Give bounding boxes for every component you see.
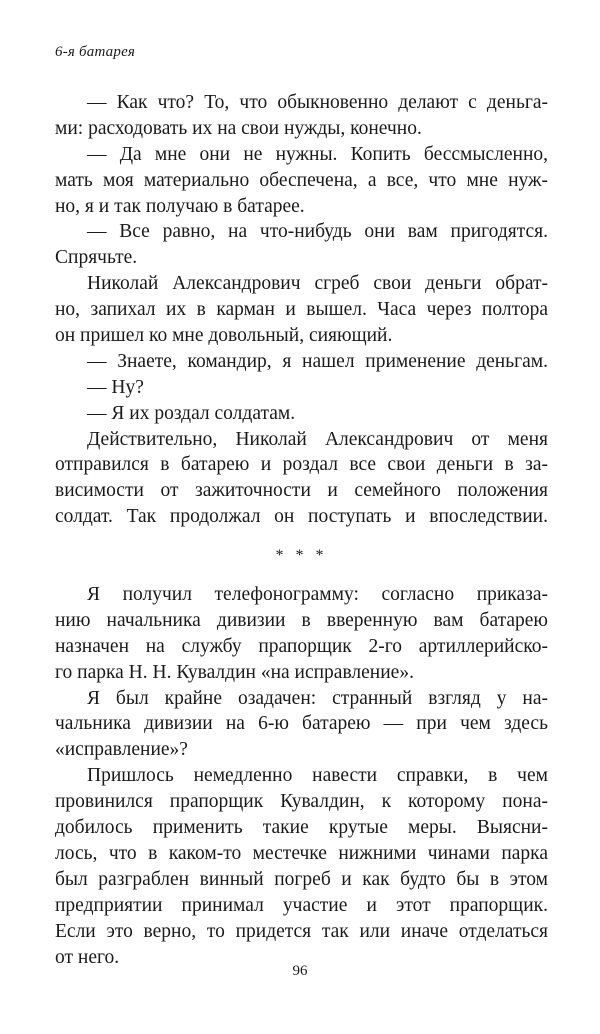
text-line: провинился прапорщик Кувалдин, к которому пона- <box>55 791 548 813</box>
text-line: отправился в батарею и роздал все свои деньги в за- <box>55 454 548 476</box>
text-line: но, запихал их в карман и вышел. Часа через полтора <box>55 299 548 321</box>
text-line: — Знаете, командир, я нашел применение деньгам. <box>87 350 548 372</box>
text-line: — Я их роздал солдатам. <box>87 402 296 424</box>
text-line: нию начальника дивизии в вверенную вам батарею <box>55 609 548 631</box>
text-line: Действительно, Николай Александрович от меня <box>87 428 548 450</box>
text-line: Николай Александрович сгреб свои деньги обрат- <box>87 273 548 295</box>
running-head: 6-я батарея <box>55 44 136 60</box>
text-line: висимости от зажиточности и семейного положения <box>55 480 548 502</box>
text-line: го парка Н. Н. Кувалдин «на исправление». <box>55 661 414 683</box>
text-line: Я получил телефонограмму: согласно приказа- <box>87 584 548 606</box>
page-body <box>55 90 548 970</box>
text-line: чальника дивизии на 6-ю батарею — при чем здесь <box>55 713 548 735</box>
text-line: от него. <box>55 946 120 968</box>
text-line: Спрячьте. <box>55 247 138 269</box>
text-line: мать моя материально обеспечена, а все, что мне нуж- <box>55 169 548 191</box>
text-line: — Ну? <box>87 376 144 398</box>
text-line: «исправление»? <box>55 739 188 761</box>
text-line: был разграблен винный погреб и как будто бы в этом <box>55 868 548 890</box>
text-line: — Да мне они не нужны. Копить бессмысленно, <box>87 143 548 165</box>
text-line: — Как что? То, что обыкновенно делают с деньга- <box>87 92 548 113</box>
text-line: лось, что в каком-то местечке нижними чинами парка <box>55 842 548 864</box>
text-line: солдат. Так продолжал он поступать и впоследствии. <box>55 506 548 528</box>
text-line: ми: расходовать их на свои нужды, конечно. <box>55 117 422 139</box>
text-line: назначен на службу прапорщик 2-го артиллерийско- <box>55 635 548 657</box>
text-line: Пришлось немедленно навести справки, в чем <box>87 765 548 787</box>
text-line: добилось применить такие крутые меры. Выясни- <box>55 817 548 839</box>
section-separator: * * * <box>275 547 328 565</box>
text-line: предприятии принимал участие и этот прапорщик. <box>55 894 548 916</box>
text-line: но, я и так получаю в батарее. <box>55 195 305 217</box>
text-line: Если это верно, то придется так или иначе отделаться <box>55 920 548 942</box>
text-line: Я был крайне озадачен: странный взгляд у на- <box>87 687 548 709</box>
page-number: 96 <box>292 963 308 979</box>
text-line: он пришел ко мне довольный, сияющий. <box>55 325 393 347</box>
text-line: — Все равно, на что-нибудь они вам пригодятся. <box>87 221 548 243</box>
